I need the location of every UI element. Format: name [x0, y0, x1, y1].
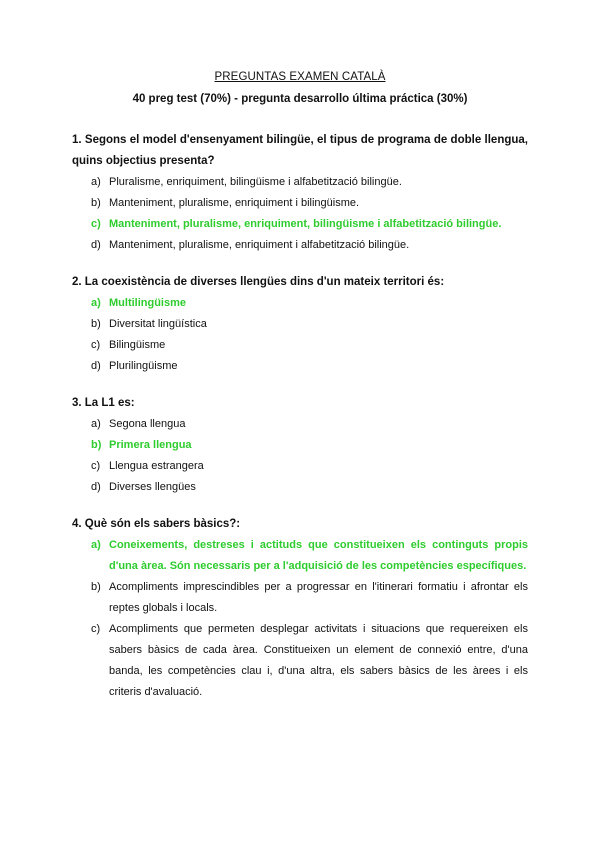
option-marker: b) — [91, 318, 101, 330]
option-item — [72, 235, 528, 256]
option-item — [72, 314, 528, 335]
question-3 — [72, 393, 528, 498]
option-list — [72, 172, 528, 256]
question-1 — [72, 130, 528, 256]
option-text: Acompliments imprescindibles per a progressar en l'itinerari formatiu i afrontar els reptes globals i locals. — [109, 581, 528, 614]
question-text: 3. La L1 es: — [72, 397, 135, 409]
option-text: Multilingüisme — [109, 297, 186, 309]
option-item — [72, 435, 528, 456]
option-item — [72, 535, 528, 577]
option-text: Diversitat lingüística — [109, 318, 207, 330]
option-list — [72, 535, 528, 703]
option-text: Pluralisme, enriquiment, bilingüisme i alfabetització bilingüe. — [109, 176, 402, 188]
option-marker: a) — [91, 176, 101, 188]
option-text: Primera llengua — [109, 439, 192, 451]
option-text: Plurilingüisme — [109, 360, 178, 372]
option-marker: c) — [91, 218, 101, 230]
option-marker: d) — [91, 360, 101, 372]
option-marker: b) — [91, 197, 101, 209]
option-item — [72, 356, 528, 377]
option-marker: d) — [91, 239, 101, 251]
option-marker: d) — [91, 481, 101, 493]
option-marker: a) — [91, 418, 101, 430]
option-item — [72, 477, 528, 498]
question-2 — [72, 272, 528, 377]
question-text: 1. Segons el model d'ensenyament bilingüe, el tipus de programa de doble llengua, quins objectius presenta? — [72, 134, 528, 167]
option-text: Segona llengua — [109, 418, 186, 430]
option-marker: a) — [91, 539, 101, 551]
option-item — [72, 214, 528, 235]
option-item — [72, 414, 528, 435]
option-marker: b) — [91, 439, 102, 451]
option-item — [72, 456, 528, 477]
document-title: PREGUNTAS EXAMEN CATALÀ — [214, 71, 386, 83]
option-item — [72, 172, 528, 193]
option-item — [72, 335, 528, 356]
option-text: Manteniment, pluralisme, enriquiment, bilingüisme i alfabetització bilingüe. — [109, 218, 502, 230]
option-text: Bilingüisme — [109, 339, 166, 351]
option-text: Coneixements, destreses i actituds que constitueixen els continguts propis d'una àrea. Són necessaris per a l'adquisició de les competències específiques. — [109, 539, 528, 572]
option-marker: a) — [91, 297, 101, 309]
option-item — [72, 293, 528, 314]
option-item — [72, 619, 528, 703]
option-marker: c) — [91, 623, 101, 635]
question-text: 2. La coexistència de diverses llengües dins d'un mateix territori és: — [72, 276, 445, 288]
option-text: Llengua estrangera — [109, 460, 204, 472]
option-list — [72, 293, 528, 377]
option-text: Manteniment, pluralisme, enriquiment i alfabetització bilingüe. — [109, 239, 410, 251]
option-marker: b) — [91, 581, 101, 593]
option-list — [72, 414, 528, 498]
document-subtitle: 40 preg test (70%) - pregunta desarrollo última práctica (30%) — [132, 93, 468, 105]
option-marker: c) — [91, 460, 101, 472]
option-item — [72, 193, 528, 214]
option-marker: c) — [91, 339, 101, 351]
option-text: Diverses llengües — [109, 481, 196, 493]
question-4 — [72, 514, 528, 703]
option-text: Manteniment, pluralisme, enriquiment i bilingüisme. — [109, 197, 360, 209]
question-text: 4. Què són els sabers bàsics?: — [72, 518, 241, 530]
option-text: Acompliments que permeten desplegar activitats i situacions que requereixen els sabers bàsics de cada àrea. Constitueixen un element de connexió entre, d'una banda, les competències clau i, d'una altra, els sabers bàsics de les àrees i els criteris d'avaluació. — [109, 623, 528, 698]
option-item — [72, 577, 528, 619]
question-list — [72, 130, 528, 719]
